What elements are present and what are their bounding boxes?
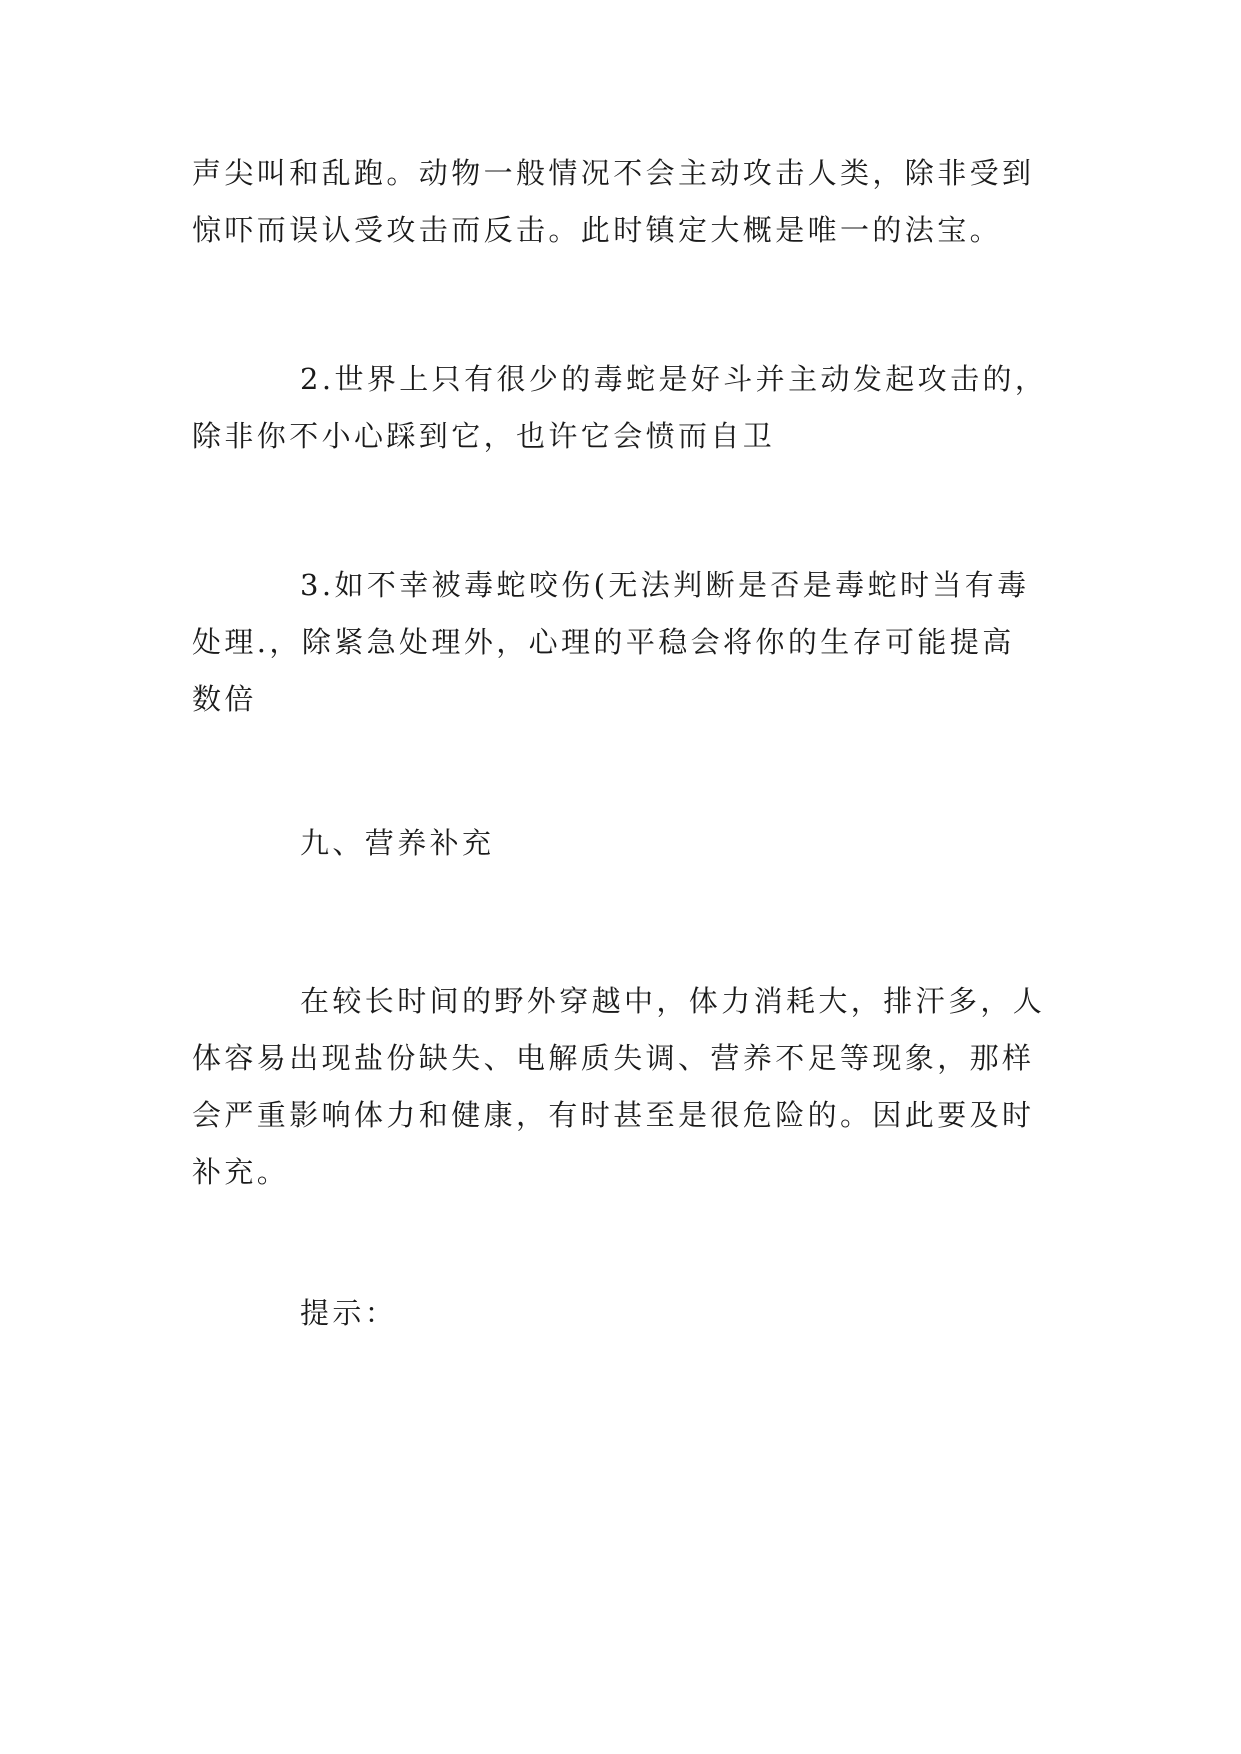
text-line: 体容易出现盐份缺失、电解质失调、营养不足等现象，那样 — [192, 1041, 1035, 1075]
text-line: 补充。 — [192, 1155, 290, 1189]
tip-label — [192, 1285, 1052, 1342]
paragraph-animal-calm — [192, 145, 1052, 259]
paragraph-snake-bite — [192, 557, 1052, 728]
text-line: 数倍 — [192, 682, 257, 716]
text-line: 3.如不幸被毒蛇咬伤(无法判断是否是毒蛇时当有毒 — [300, 568, 1030, 602]
text-line: 会严重影响体力和健康，有时甚至是很危险的。因此要及时 — [192, 1098, 1035, 1132]
text-line: 惊吓而误认受攻击而反击。此时镇定大概是唯一的法宝。 — [192, 213, 1003, 247]
heading-text: 九、营养补充 — [300, 826, 495, 860]
section-heading-nutrition — [192, 815, 1052, 872]
text-line: 声尖叫和乱跑。动物一般情况不会主动攻击人类，除非受到 — [192, 156, 1035, 190]
text-line: 除非你不小心踩到它，也许它会愤而自卫 — [192, 419, 776, 453]
text-line: 2.世界上只有很少的毒蛇是好斗并主动发起攻击的， — [300, 362, 1048, 396]
paragraph-snake-aggression — [192, 351, 1052, 465]
tip-text: 提示： — [300, 1296, 398, 1330]
text-line: 处理.，除紧急处理外，心理的平稳会将你的生存可能提高 — [192, 625, 1015, 659]
paragraph-nutrition — [192, 973, 1052, 1201]
text-line: 在较长时间的野外穿越中，体力消耗大，排汗多，人 — [300, 984, 1046, 1018]
